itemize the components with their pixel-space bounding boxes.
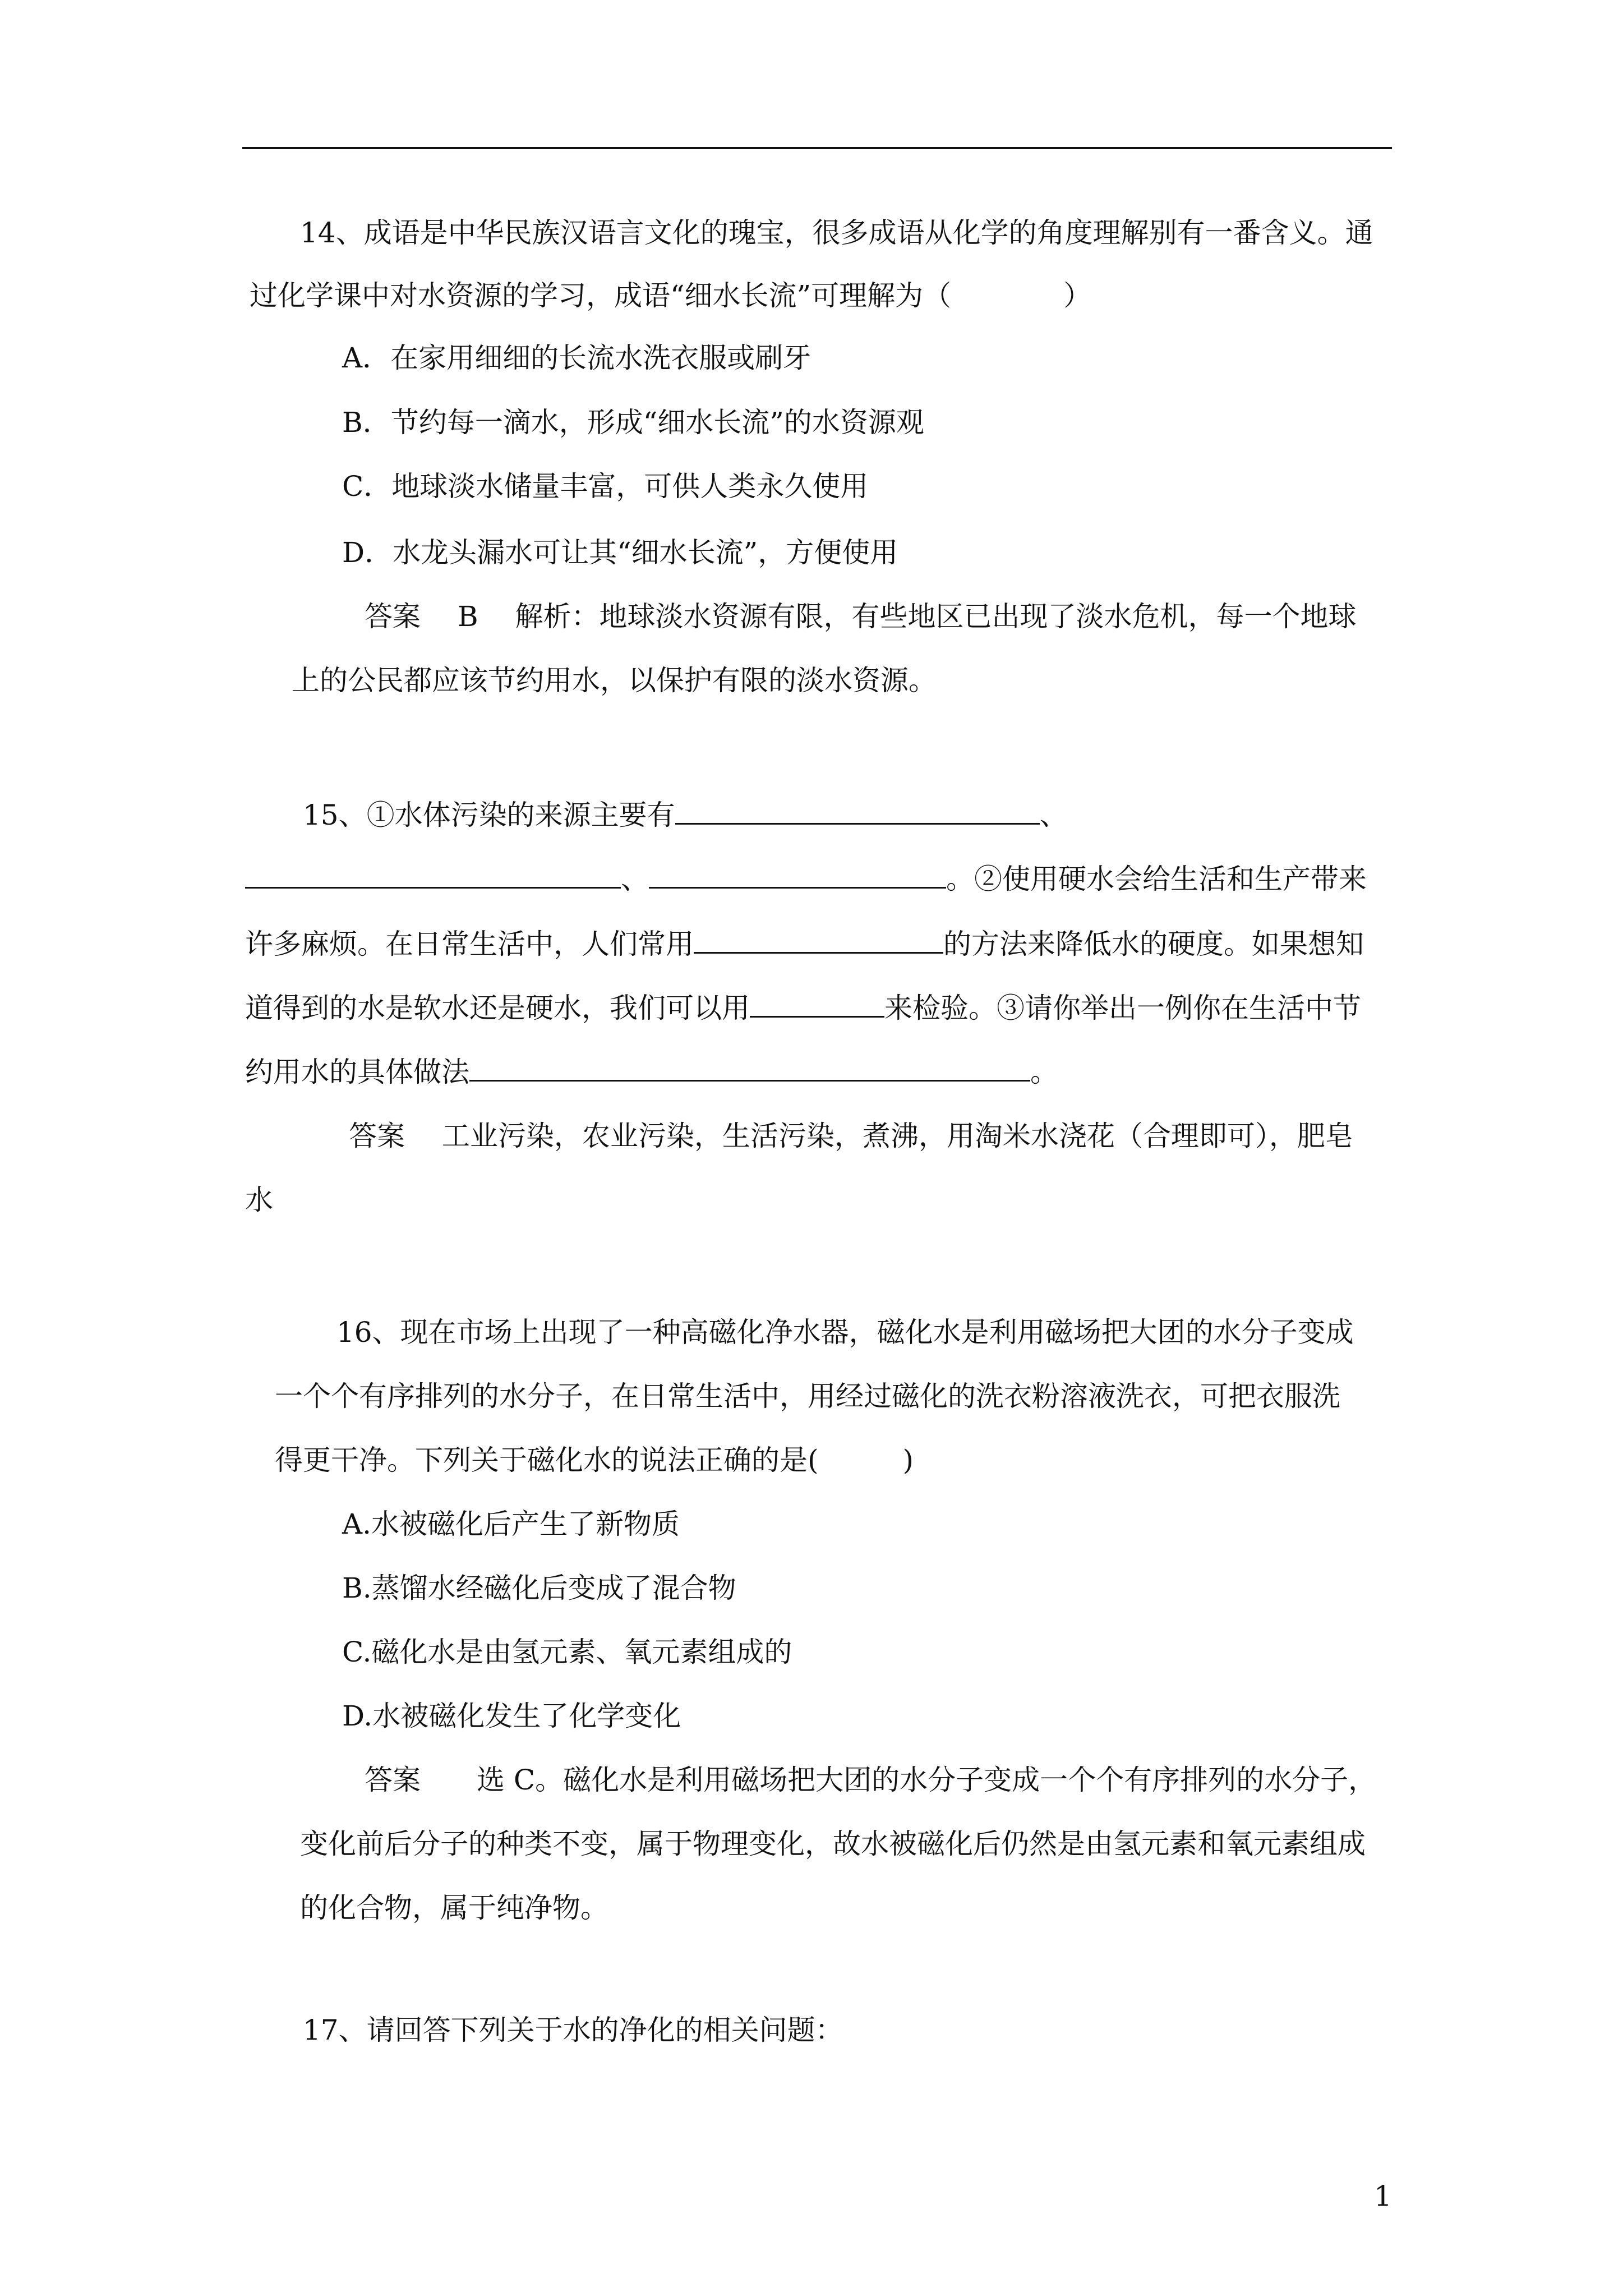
q15-line-5: 约用水的具体做法 。 [245,1052,1058,1092]
q14-option-d: D．水龙头漏水可让其“细水长流”，方便使用 [342,536,898,569]
q15-line-3: 许多麻烦。在日常生活中，人们常用 的方法来降低水的硬度。如果想知 [245,924,1364,964]
fill-in-blank[interactable] [694,926,943,954]
fill-in-blank[interactable] [675,797,1040,825]
q16-option-c: C.磁化水是由氢元素、氧元素组成的 [342,1636,792,1668]
q16-answer-line-3: 的化合物，属于纯净物。 [300,1892,608,1924]
q16-answer-line-2: 变化前后分子的种类不变，属于物理变化，故水被磁化后仍然是由氢元素和氧元素组成 [300,1828,1366,1860]
q15-line-2: 、 。②使用硬水会给生活和生产带来 [245,859,1367,899]
q16-option-b: B.蒸馏水经磁化后变成了混合物 [342,1572,736,1604]
fill-in-blank[interactable] [750,990,884,1018]
fill-in-blank[interactable] [469,1054,1030,1082]
q16-option-d: D.水被磁化发生了化学变化 [342,1700,681,1732]
fill-in-blank[interactable] [245,861,621,889]
q14-stem-line-1: 14、成语是中华民族汉语言文化的瑰宝，很多成语从化学的角度理解别有一番含义。通 [300,217,1373,249]
q14-option-a: A．在家用细细的长流水洗衣服或刷牙 [342,342,811,374]
q15-line-1: 15、①水体污染的来源主要有 、 [303,795,1068,835]
q14-option-b: B．节约每一滴水，形成“细水长流”的水资源观 [342,406,924,439]
q15-answer-line-1: 答案 工业污染，农业污染，生活污染，煮沸，用淘米水浇花（合理即可），肥皂 [349,1120,1353,1152]
q14-answer-line-1: 答案 B 解析：地球淡水资源有限，有些地区已出现了淡水危机，每一个地球 [365,600,1357,633]
q16-stem-line-3: 得更干净。下列关于磁化水的说法正确的是( ) [275,1444,914,1476]
q15-line-4: 道得到的水是软水还是硬水，我们可以用 来检验。③请你举出一例你在生活中节 [245,988,1361,1028]
q17-stem-line-1: 17、请回答下列关于水的净化的相关问题： [303,2014,843,2046]
fill-in-blank[interactable] [649,861,946,889]
q14-stem-line-2: 过化学课中对水资源的学习，成语“细水长流”可理解为（ ） [250,279,1092,312]
q16-stem-line-1: 16、现在市场上出现了一种高磁化净水器，磁化水是利用磁场把大团的水分子变成 [336,1316,1354,1349]
q14-option-c: C．地球淡水储量丰富，可供人类永久使用 [342,470,869,503]
q16-answer-line-1: 答案 选 C。磁化水是利用磁场把大团的水分子变成一个个有序排列的水分子， [365,1764,1377,1796]
page-number: 1 [1374,2180,1392,2212]
q16-option-a: A.水被磁化后产生了新物质 [342,1508,680,1540]
q15-answer-line-2: 水 [245,1184,273,1216]
header-rule [242,147,1392,149]
q14-answer-line-2: 上的公民都应该节约用水，以保护有限的淡水资源。 [292,664,937,697]
q16-stem-line-2: 一个个有序排列的水分子，在日常生活中，用经过磁化的洗衣粉溶液洗衣，可把衣服洗 [275,1380,1340,1412]
